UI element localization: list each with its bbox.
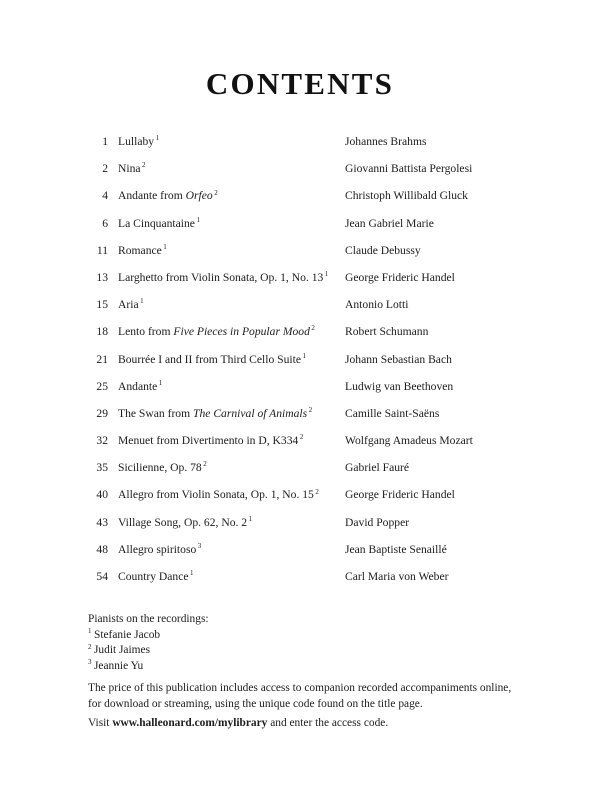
contents-row-page-number: 48 (96, 542, 108, 556)
contents-row-page-number: 40 (96, 488, 108, 502)
contents-row-page-number: 32 (96, 434, 108, 448)
contents-row-title (118, 481, 319, 508)
title-text: Lento from (118, 325, 174, 339)
contents-row-composer: Giovanni Battista Pergolesi (345, 162, 473, 176)
notice-line-1: The price of this publication includes access to companion recorded accompaniments online, (88, 682, 512, 694)
contents-row-title (118, 128, 159, 155)
title-text: Larghetto from Violin Sonata, Op. 1, No. 13 (118, 270, 324, 284)
title-work-name: Orfeo (185, 189, 213, 203)
visit-prefix: Visit (88, 717, 113, 729)
contents-row (0, 128, 600, 155)
title-text: Allegro spiritoso (118, 542, 197, 556)
title-work-name: Five Pieces in Popular Mood (173, 325, 310, 339)
visit-suffix: and enter the access code. (267, 717, 389, 729)
contents-row (0, 346, 600, 373)
contents-row-page-number: 21 (96, 352, 108, 366)
contents-row-title (118, 563, 194, 590)
pianists-heading: Pianists on the recordings: (88, 613, 209, 625)
title-text: Lullaby (118, 135, 155, 148)
title-text: Bourrée I and II from Third Cello Suite (118, 352, 301, 366)
pianist-marker: 1 (88, 627, 92, 636)
contents-row-composer: George Frideric Handel (345, 488, 455, 502)
contents-row-composer: Johann Sebastian Bach (345, 352, 452, 366)
contents-row-composer: Robert Schumann (345, 325, 429, 339)
pianist-entry (88, 628, 209, 643)
pianist-footnote-marker: 1 (163, 242, 167, 251)
contents-row-composer: Claude Debussy (345, 243, 421, 257)
pianists-entry-list (88, 628, 209, 674)
contents-row-composer: Jean Baptiste Senaillé (345, 542, 447, 556)
contents-row-page-number: 43 (96, 515, 108, 529)
contents-row (0, 427, 600, 454)
pianist-footnote-marker: 1 (158, 378, 163, 387)
pianist-name: Stefanie Jacob (94, 628, 161, 641)
contents-row-composer: Ludwig van Beethoven (345, 379, 454, 393)
contents-row-page-number: 25 (96, 379, 108, 393)
contents-row-title (118, 346, 306, 373)
contents-row-title (118, 373, 162, 400)
contents-row-title (118, 318, 315, 345)
contents-row (0, 454, 600, 481)
contents-row-title (118, 454, 207, 481)
contents-row-title (118, 427, 303, 454)
title-text: Menuet from Divertimento in D, K334 (118, 434, 299, 448)
pianist-marker: 3 (88, 657, 92, 666)
title-text: Sicilienne, Op. 78 (118, 461, 202, 475)
contents-row-composer: Antonio Lotti (345, 298, 409, 312)
contents-row (0, 210, 600, 237)
contents-row (0, 373, 600, 400)
notice-line-2: for download or streaming, using the unique code found on the title page. (88, 697, 423, 710)
pianist-footnote-marker: 2 (311, 324, 315, 333)
contents-row (0, 264, 600, 291)
pianist-marker: 2 (88, 642, 92, 651)
contents-row-page-number: 15 (96, 298, 108, 312)
title-text: Andante from (118, 189, 186, 203)
title-text: Nina (118, 162, 141, 176)
contents-row (0, 155, 600, 182)
contents-row-title (118, 237, 167, 264)
title-text: Allegro from Violin Sonata, Op. 1, No. 15 (118, 488, 314, 502)
pianist-footnote-marker: 1 (140, 297, 144, 306)
contents-list (0, 128, 600, 590)
online-access-notice (88, 681, 518, 712)
pianist-entry (88, 659, 209, 674)
title-text: The Swan from (118, 406, 194, 420)
title-text: La Cinquantaine (118, 216, 195, 230)
contents-row-page-number: 2 (102, 162, 108, 176)
contents-row-page-number: 11 (96, 243, 108, 257)
contents-row-composer: Carl Maria von Weber (345, 570, 449, 583)
pianist-footnote-marker: 1 (302, 351, 306, 360)
pianist-footnote-marker: 1 (196, 215, 200, 224)
library-url[interactable]: www.halleonard.com/mylibrary (112, 717, 268, 729)
contents-row-page-number: 35 (96, 461, 108, 475)
contents-row-title (118, 291, 144, 318)
contents-row (0, 182, 600, 209)
contents-row-title (118, 264, 328, 291)
contents-row-composer: Wolfgang Amadeus Mozart (345, 434, 473, 448)
contents-row-title (118, 400, 312, 427)
contents-row-page-number: 6 (102, 216, 108, 230)
contents-row (0, 509, 600, 536)
contents-row-composer: George Frideric Handel (345, 270, 455, 284)
title-work-name: The Carnival of Animals (193, 406, 308, 420)
contents-row (0, 481, 600, 508)
contents-row-page-number: 13 (96, 270, 108, 284)
contents-row-title (118, 182, 218, 209)
pianist-footnote-marker: 2 (214, 188, 218, 197)
contents-row-page-number: 1 (102, 135, 108, 148)
contents-row-composer: Camille Saint-Saëns (345, 406, 440, 420)
contents-row-composer: David Popper (345, 515, 410, 529)
pianist-footnote-marker: 1 (155, 134, 160, 143)
contents-row (0, 563, 600, 590)
pianist-footnote-marker: 1 (324, 270, 329, 279)
pianist-name: Jeannie Yu (94, 659, 144, 672)
page-title: CONTENTS (205, 66, 395, 101)
contents-row-composer: Christoph Willibald Gluck (345, 189, 468, 203)
contents-row-page-number: 4 (102, 189, 108, 203)
contents-row-composer: Gabriel Fauré (345, 461, 410, 475)
contents-row-composer: Jean Gabriel Marie (345, 216, 434, 230)
contents-row-title (118, 509, 252, 536)
contents-row (0, 536, 600, 563)
pianist-entry (88, 643, 209, 658)
title-text: Country Dance (118, 570, 189, 583)
title-text: Andante (118, 379, 158, 393)
pianist-name: Judit Jaimes (94, 644, 151, 657)
contents-row-title (118, 536, 201, 563)
contents-row (0, 318, 600, 345)
pianist-footnote-marker: 3 (197, 541, 202, 550)
pianist-footnote-marker: 1 (248, 514, 253, 523)
contents-row-composer: Johannes Brahms (345, 135, 427, 148)
contents-row-title (118, 155, 146, 182)
contents-row (0, 291, 600, 318)
pianist-footnote-marker: 2 (315, 487, 319, 496)
pianist-footnote-marker: 2 (203, 460, 207, 469)
pianist-footnote-marker: 2 (142, 161, 146, 170)
contents-row-page-number: 54 (96, 570, 108, 583)
title-text: Romance (118, 243, 162, 257)
pianist-footnote-marker: 2 (308, 406, 313, 415)
pianist-footnote-marker: 1 (190, 569, 194, 578)
pianists-legend (88, 612, 209, 674)
pianist-footnote-marker: 2 (299, 433, 304, 442)
contents-row-title (118, 210, 200, 237)
title-text: Aria (118, 298, 139, 312)
title-text: Village Song, Op. 62, No. 2 (118, 515, 248, 529)
visit-instruction (88, 716, 388, 732)
contents-row (0, 400, 600, 427)
contents-row-page-number: 18 (96, 325, 108, 339)
contents-row-page-number: 29 (96, 406, 108, 420)
contents-row (0, 237, 600, 264)
